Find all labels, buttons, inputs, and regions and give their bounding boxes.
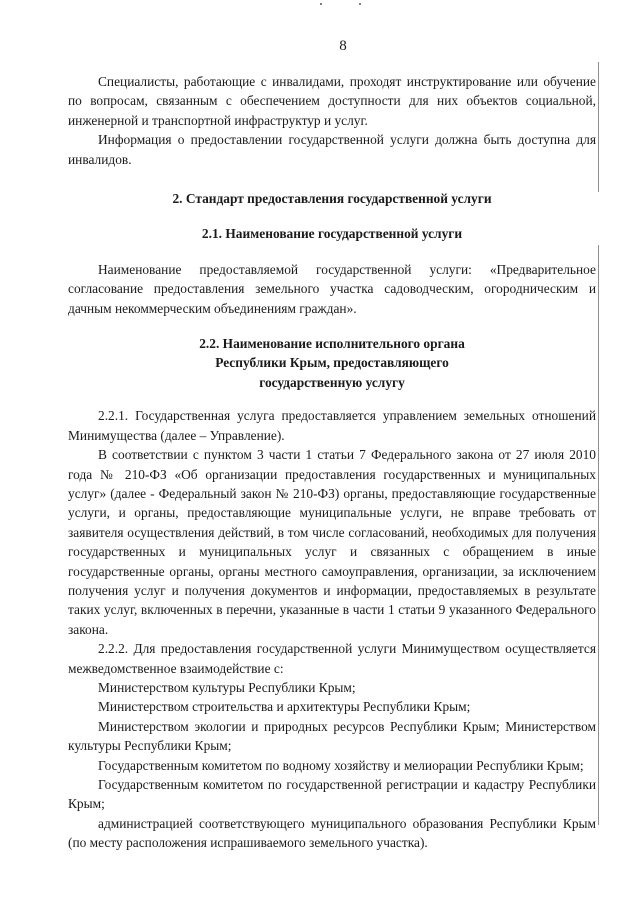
list-item-ministry-ecology: Министерством экологии и природных ресурсов Республики Крым; Министерством культуры Республики Крым; xyxy=(68,718,596,754)
paragraph-2-2-2: 2.2.2. Для предоставления государственной услуги Минимуществом осуществляется межведомственное взаимодействие с: xyxy=(68,641,596,676)
list-item-committee-water: Государственным комитетом по водному хозяйству и мелиорации Республики Крым; xyxy=(98,757,584,773)
section-2-1-heading: 2.1. Наименование государственной услуги xyxy=(201,226,463,242)
scan-margin-line-upper xyxy=(598,62,599,192)
list-item-municipal-administration: администрацией соответствующего муниципального образования Республики Крым (по месту расположения испрашиваемого земельного участка). xyxy=(68,815,596,851)
scan-dot xyxy=(359,3,361,5)
page-number: 8 xyxy=(339,38,347,54)
list-item-ministry-culture: Министерством культуры Республики Крым; xyxy=(98,679,356,695)
paragraph-federal-law: В соответствии с пунктом 3 части 1 статьи 7 Федерального закона от 27 июля 2010 года № 210-ФЗ «Об организации предоставления государственных и муниципальных услуг» (далее - Федеральный закон № 210-ФЗ) органы, предоставляющие государственные услуги, и органы, предоставляющие муниципальные услуги, не вправе требовать от заявителя осуществления действий, в том числе согласований, необходимых для получения государственных и муниципальных услуг и связанных с обращением в иные государственные органы, органы местного самоуправления, организации, за исключением получения услуг и получения документов и информации, предоставляемых в результате таких услуг, включенных в перечни, указанные в части 1 статьи 9 указанного Федерального закона. xyxy=(68,447,596,637)
section-2-heading: 2. Стандарт предоставления государственной услуги xyxy=(172,191,492,207)
section-2-2-heading-line-2: Республики Крым, предоставляющего xyxy=(215,355,449,371)
paragraph-staff-training: Специалисты, работающие с инвалидами, проходят инструктирование или обучение по вопросам, связанным с обеспечением доступности для них объектов социальной, инженерной и транспортной инфраструктур и услуг. xyxy=(68,74,596,128)
document-body xyxy=(68,72,596,853)
section-2-2-heading-line-1: 2.2. Наименование исполнительного органа xyxy=(199,336,465,352)
scan-margin-line-lower xyxy=(598,245,599,825)
scan-dot xyxy=(320,3,322,5)
paragraph-accessibility-info: Информация о предоставлении государственной услуги должна быть доступна для инвалидов. xyxy=(68,132,596,167)
list-item-committee-registration: Государственным комитетом по государственной регистрации и кадастру Республики Крым; xyxy=(68,777,596,812)
section-2-2-heading-line-3: государственную услугу xyxy=(259,374,405,390)
paragraph-2-2-1: 2.2.1. Государственная услуга предоставляется управлением земельных отношений Минимущества (далее – Управление). xyxy=(68,408,596,443)
list-item-ministry-construction: Министерством строительства и архитектуры Республики Крым; xyxy=(98,699,471,715)
paragraph-service-name: Наименование предоставляемой государственной услуги: «Предварительное согласование предоставления земельного участка садоводческим, огородническим и дачным некоммерческим объединениям граждан». xyxy=(68,261,596,316)
